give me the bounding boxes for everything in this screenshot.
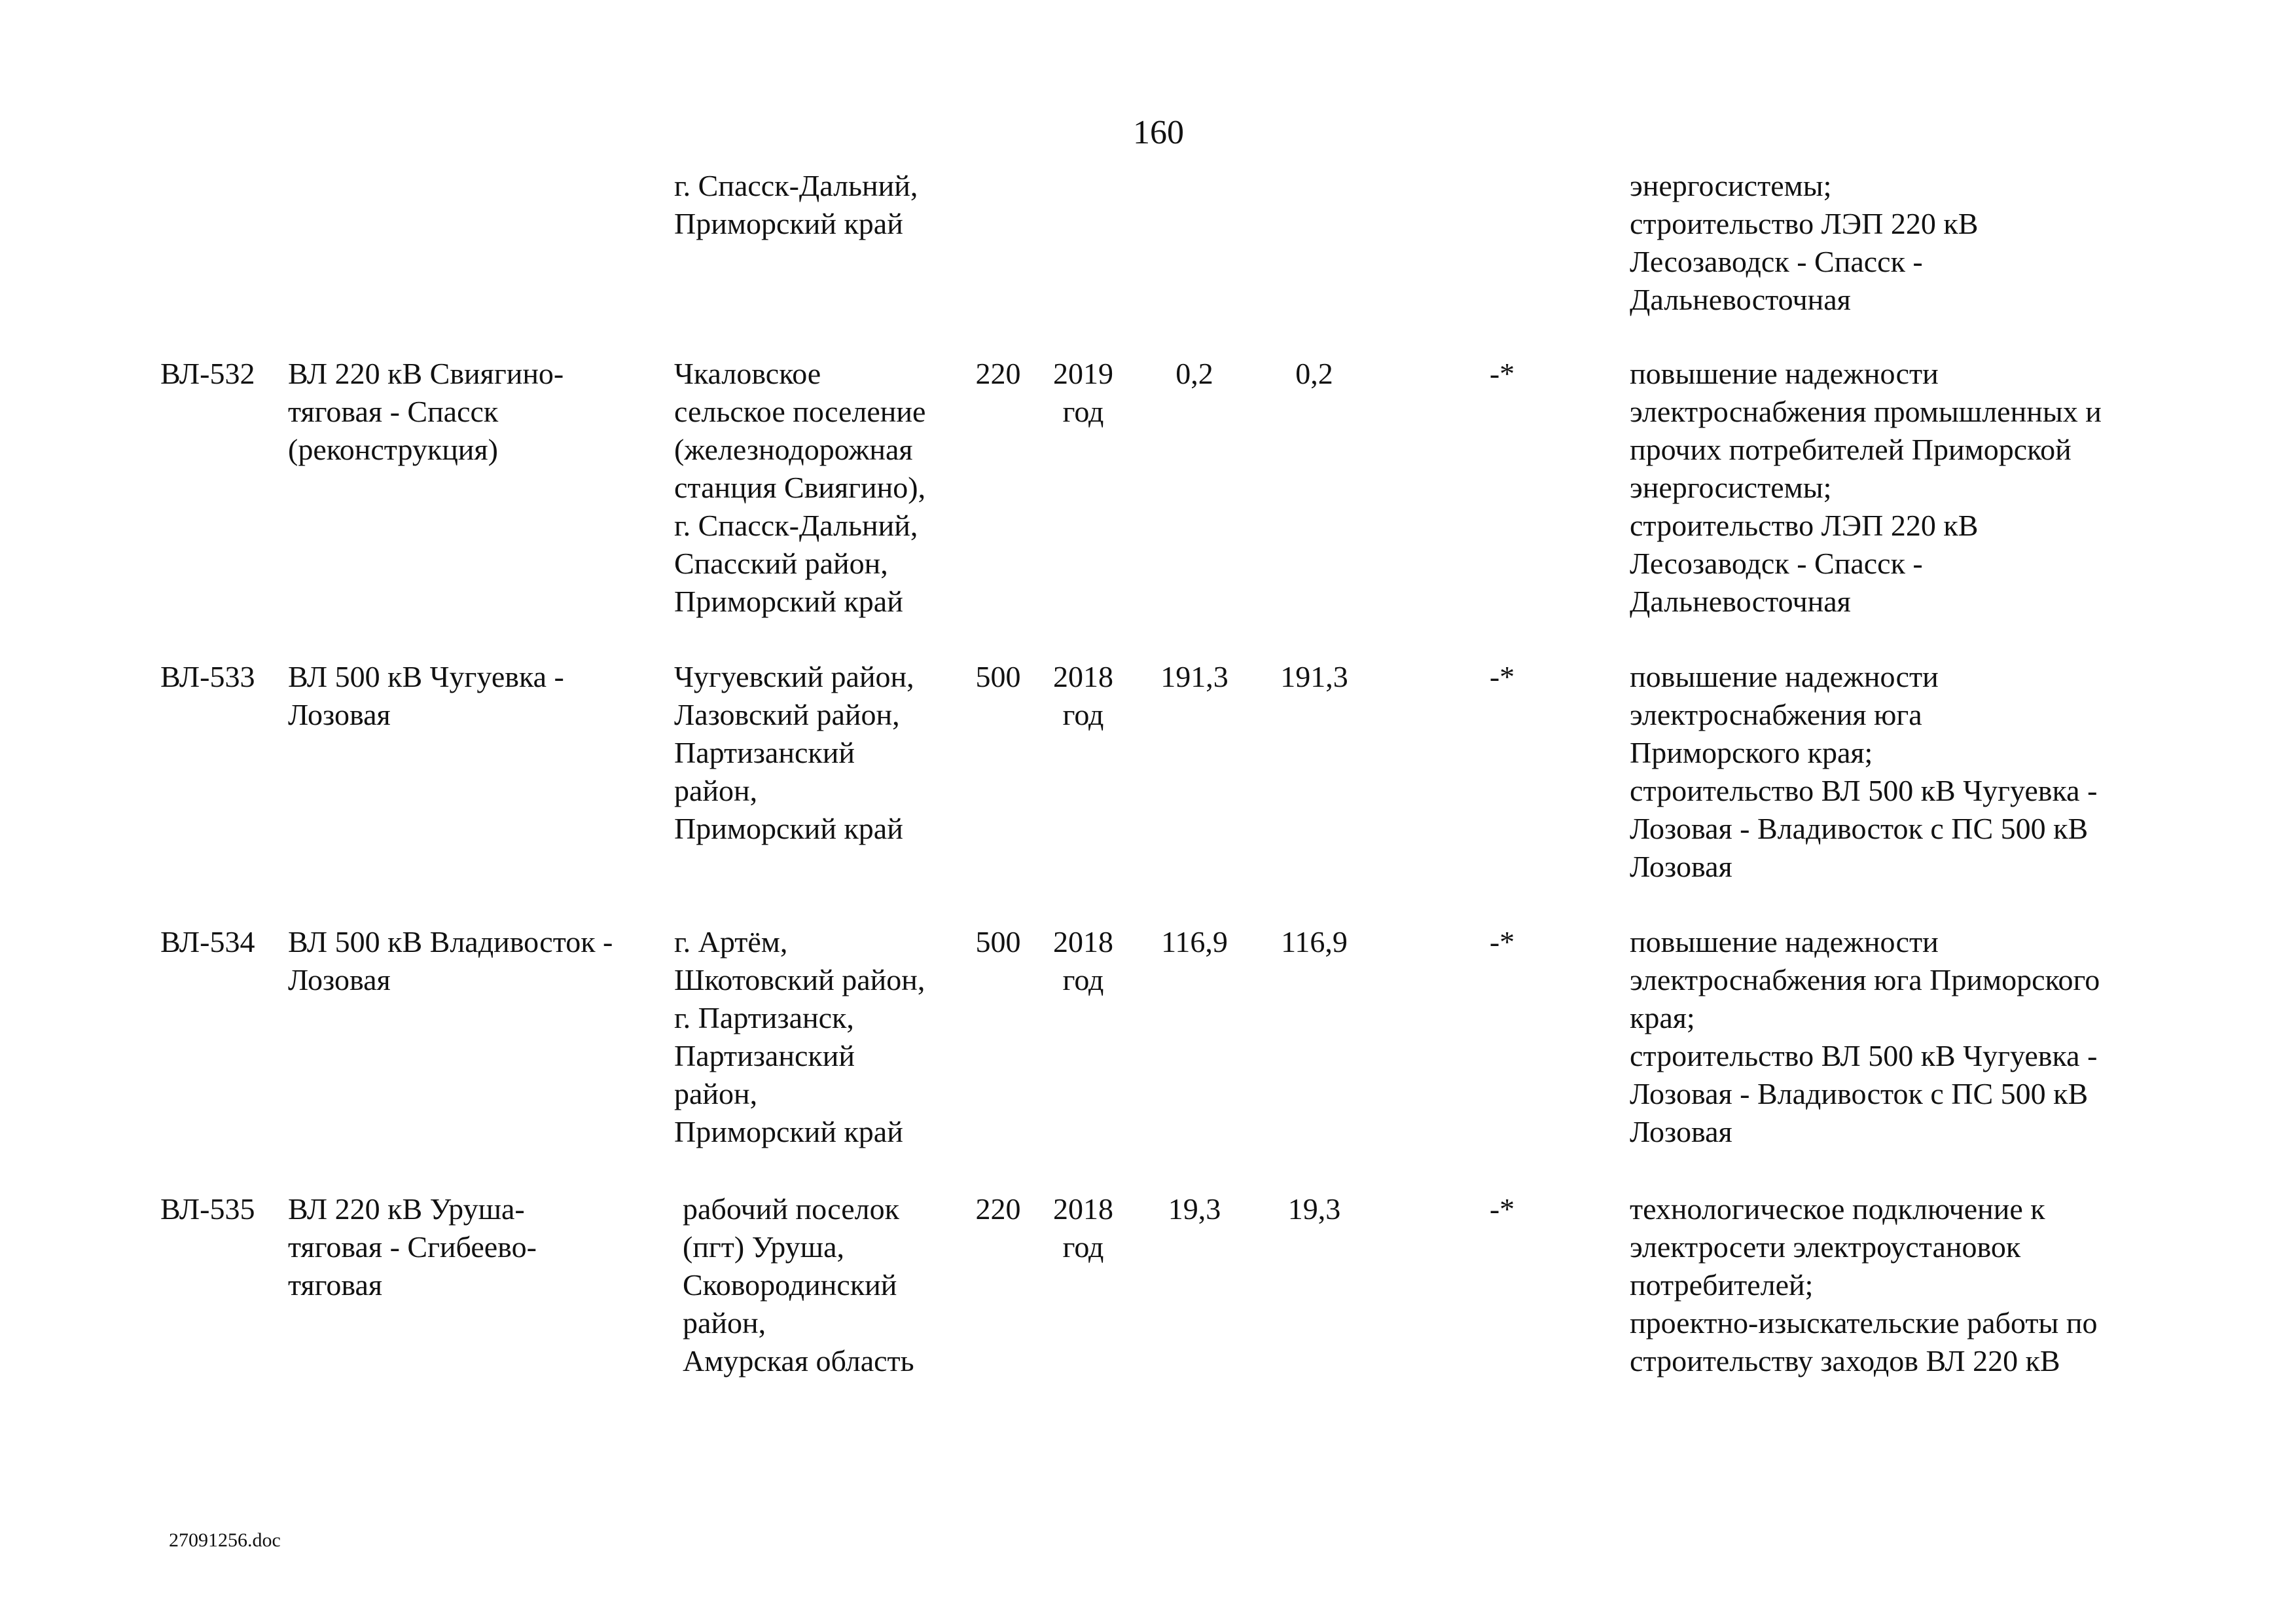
mark-cell: -* (1489, 1192, 1515, 1226)
length-cell: 19,3 (1168, 1192, 1221, 1226)
mark-cell: -* (1489, 357, 1515, 390)
object-code: ВЛ-532 (160, 357, 255, 390)
voltage-cell: 220 (975, 1192, 1021, 1226)
voltage-cell: 500 (975, 660, 1021, 693)
object-name: ВЛ 500 кВ Владивосток - Лозовая (288, 925, 613, 996)
year-cell: 2018 год (1053, 660, 1113, 731)
length-cell: 0,2 (1295, 357, 1333, 390)
purpose-cell: повышение надежности электроснабжения промышленных и прочих потребителей Приморской энергосистемы; строительство ЛЭП 220 кВ Лесозаводск - Спасск - Дальневосточная (1630, 357, 2102, 618)
year-cell: 2018 год (1053, 925, 1113, 996)
mark-cell: -* (1489, 925, 1515, 958)
length-cell: 19,3 (1287, 1192, 1341, 1226)
object-code: ВЛ-535 (160, 1192, 255, 1226)
length-cell: 191,3 (1280, 660, 1348, 693)
purpose-cell: энергосистемы; строительство ЛЭП 220 кВ Лесозаводск - Спасск - Дальневосточная (1630, 169, 1979, 316)
mark-cell: -* (1489, 660, 1515, 693)
page-number: 160 (1133, 114, 1184, 151)
location-cell: г. Спасск-Дальний, Приморский край (674, 169, 918, 240)
purpose-cell: повышение надежности электроснабжения юга Приморского края; строительство ВЛ 500 кВ Чугуевка - Лозовая - Владивосток с ПС 500 кВ Лозовая (1630, 660, 2098, 883)
purpose-cell: повышение надежности электроснабжения юга Приморского края; строительство ВЛ 500 кВ Чугуевка - Лозовая - Владивосток с ПС 500 кВ Лозовая (1630, 925, 2100, 1148)
voltage-cell: 500 (975, 925, 1021, 958)
object-name: ВЛ 220 кВ Свиягино- тяговая - Спасск (реконструкция) (288, 357, 564, 466)
object-code: ВЛ-533 (160, 660, 255, 693)
year-cell: 2019 год (1053, 357, 1113, 428)
purpose-cell: технологическое подключение к электросети электроустановок потребителей; проектно-изыскательские работы по строительству заходов ВЛ 220 кВ (1630, 1192, 2098, 1377)
length-cell: 116,9 (1281, 925, 1348, 958)
location-cell: Чкаловское сельское поселение (железнодорожная станция Свиягино), г. Спасск-Дальний, Спасский район, Приморский край (674, 357, 926, 618)
object-code: ВЛ-534 (160, 925, 255, 958)
location-cell: г. Артём, Шкотовский район, г. Партизанск, Партизанский район, Приморский край (674, 925, 925, 1148)
location-cell: Чугуевский район, Лазовский район, Партизанский район, Приморский край (674, 660, 914, 845)
document-filename: 27091256.doc (169, 1529, 281, 1551)
year-cell: 2018 год (1053, 1192, 1113, 1264)
object-name: ВЛ 220 кВ Уруша- тяговая - Сгибеево- тяговая (288, 1192, 537, 1302)
object-name: ВЛ 500 кВ Чугуевка - Лозовая (288, 660, 564, 731)
location-cell: рабочий поселок (пгт) Уруша, Сковородинский район, Амурская область (683, 1192, 914, 1377)
length-cell: 191,3 (1160, 660, 1229, 693)
length-cell: 116,9 (1161, 925, 1228, 958)
voltage-cell: 220 (975, 357, 1021, 390)
length-cell: 0,2 (1175, 357, 1213, 390)
